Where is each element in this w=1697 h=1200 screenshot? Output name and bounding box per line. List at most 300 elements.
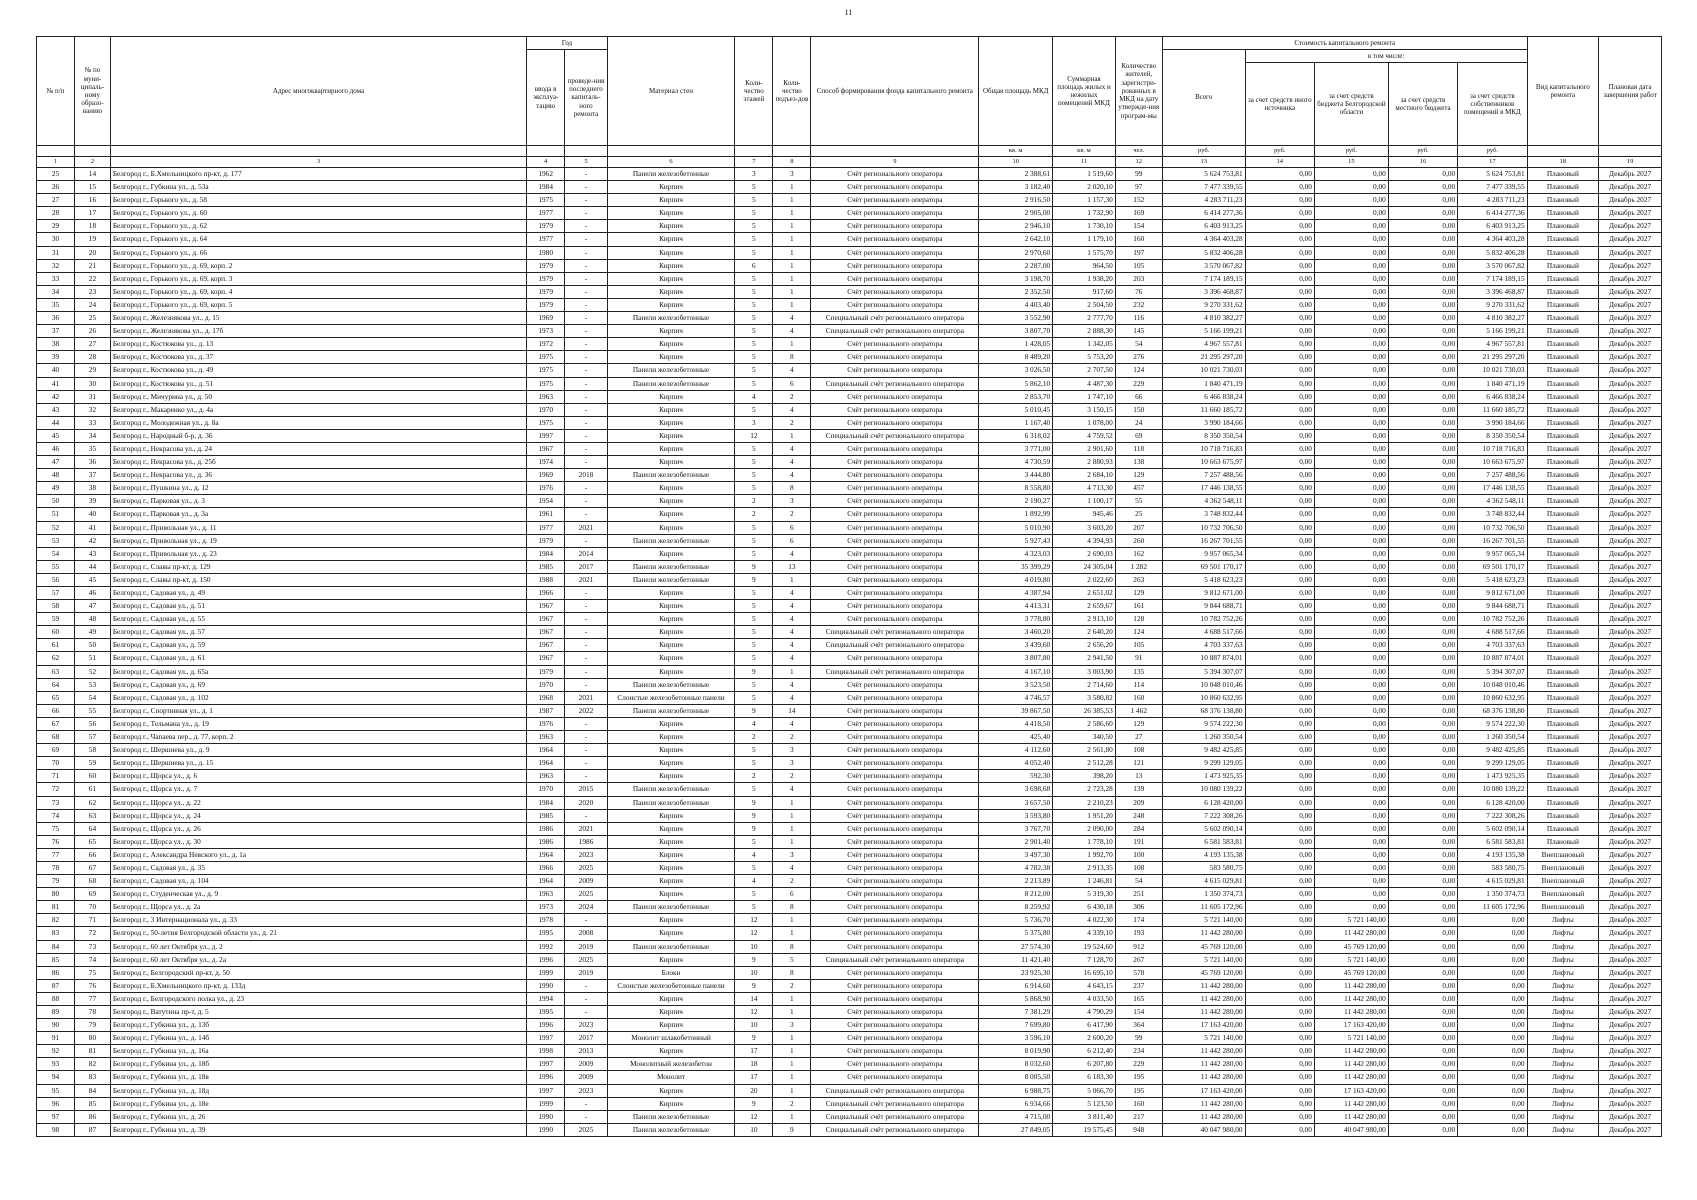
- cell-local-budget: 0,00: [1388, 940, 1457, 953]
- cell-regional-budget: 45 769 120,00: [1314, 966, 1388, 979]
- cell-year-last-repair: -: [565, 259, 608, 272]
- cell-entrances: 3: [773, 1019, 811, 1032]
- cell-year-last-repair: 2021: [565, 521, 608, 534]
- cell-premises-area: 4 022,30: [1053, 914, 1116, 927]
- cell-other-source: 0,00: [1245, 1110, 1314, 1123]
- table-row: [37, 835, 1662, 848]
- cell-wall-material: Кирпич: [607, 992, 735, 1005]
- cell-address: Белгород г., Садовая ул., д. 104: [110, 875, 526, 888]
- table-row: [37, 495, 1662, 508]
- cell-address: Белгород г., Парковая ул., д. 3а: [110, 508, 526, 521]
- cell-year-last-repair: -: [565, 403, 608, 416]
- cell-local-budget: 0,00: [1388, 927, 1457, 940]
- cell-row-number: 69: [37, 744, 75, 757]
- cell-year-commission: 1967: [527, 652, 565, 665]
- table-row: [37, 1006, 1662, 1019]
- cell-planned-date: Декабрь 2027: [1599, 992, 1662, 1005]
- cell-planned-date: Декабрь 2027: [1599, 298, 1662, 311]
- cell-row-number: 97: [37, 1110, 75, 1123]
- cell-local-budget: 0,00: [1388, 1084, 1457, 1097]
- cell-wall-material: Кирпич: [607, 822, 735, 835]
- cell-floors: 5: [735, 652, 773, 665]
- cell-other-source: 0,00: [1245, 1071, 1314, 1084]
- cell-year-commission: 1977: [527, 233, 565, 246]
- cell-row-number: 86: [37, 966, 75, 979]
- cell-year-last-repair: -: [565, 377, 608, 390]
- cell-municipal-number: 20: [75, 246, 111, 259]
- cell-premises-area: 2 020,10: [1053, 181, 1116, 194]
- cell-total-area: 5 010,90: [979, 521, 1053, 534]
- cell-total-area: 4 418,50: [979, 717, 1053, 730]
- cell-residents: 912: [1115, 940, 1162, 953]
- cell-owners-funds: 0,00: [1458, 1110, 1527, 1123]
- cell-year-commission: 1969: [527, 469, 565, 482]
- cell-owners-funds: 9 299 129,05: [1458, 757, 1527, 770]
- cell-repair-type: Лифты: [1527, 940, 1599, 953]
- cell-entrances: 4: [773, 547, 811, 560]
- cell-repair-type: Плановый: [1527, 573, 1599, 586]
- cell-repair-type: Плановый: [1527, 312, 1599, 325]
- cell-floors: 6: [735, 259, 773, 272]
- unit-cell: [1527, 146, 1599, 157]
- cell-row-number: 54: [37, 547, 75, 560]
- cell-cost-total: 7 477 339,55: [1162, 181, 1245, 194]
- unit-cell: руб.: [1388, 146, 1457, 157]
- cell-address: Белгород г., Славы пр-кт, д. 129: [110, 560, 526, 573]
- cell-other-source: 0,00: [1245, 1058, 1314, 1071]
- cell-municipal-number: 24: [75, 298, 111, 311]
- cell-regional-budget: 5 721 140,00: [1314, 914, 1388, 927]
- cell-year-commission: 1969: [527, 312, 565, 325]
- cell-local-budget: 0,00: [1388, 416, 1457, 429]
- cell-premises-area: 26 385,53: [1053, 704, 1116, 717]
- cell-premises-area: 1 078,00: [1053, 416, 1116, 429]
- cell-wall-material: Панели железобетонные: [607, 940, 735, 953]
- cell-repair-type: Плановый: [1527, 809, 1599, 822]
- table-row: [37, 848, 1662, 861]
- cell-premises-area: 2 659,67: [1053, 600, 1116, 613]
- cell-entrances: 1: [773, 665, 811, 678]
- cell-cost-total: 9 482 425,85: [1162, 744, 1245, 757]
- header-floors: Коли-чество этажей: [735, 37, 773, 146]
- cell-other-source: 0,00: [1245, 587, 1314, 600]
- cell-year-last-repair: -: [565, 678, 608, 691]
- cell-residents: 578: [1115, 966, 1162, 979]
- table-body: [37, 168, 1662, 1137]
- cell-cost-total: 4 810 382,27: [1162, 312, 1245, 325]
- cell-address: Белгород г., Щорса ул., д. 7: [110, 783, 526, 796]
- cell-other-source: 0,00: [1245, 835, 1314, 848]
- cell-floors: 9: [735, 1032, 773, 1045]
- cell-wall-material: Панели железобетонные: [607, 312, 735, 325]
- cell-address: Белгород г., Щорса ул., д. 30: [110, 835, 526, 848]
- cell-repair-type: Лифты: [1527, 1084, 1599, 1097]
- cell-owners-funds: 9 844 688,71: [1458, 600, 1527, 613]
- cell-year-commission: 1975: [527, 416, 565, 429]
- cell-fund-method: Счёт регионального оператора: [811, 338, 979, 351]
- cell-owners-funds: 4 810 382,27: [1458, 312, 1527, 325]
- cell-owners-funds: 0,00: [1458, 1058, 1527, 1071]
- cell-year-last-repair: 2017: [565, 560, 608, 573]
- cell-other-source: 0,00: [1245, 1123, 1314, 1136]
- cell-municipal-number: 60: [75, 770, 111, 783]
- cell-local-budget: 0,00: [1388, 312, 1457, 325]
- cell-premises-area: 6 430,18: [1053, 901, 1116, 914]
- cell-local-budget: 0,00: [1388, 1032, 1457, 1045]
- cell-year-last-repair: 2009: [565, 1058, 608, 1071]
- cell-municipal-number: 84: [75, 1084, 111, 1097]
- cell-address: Белгород г., Щорса ул., д. 24: [110, 809, 526, 822]
- cell-cost-total: 5 832 406,28: [1162, 246, 1245, 259]
- cell-cost-total: 5 721 140,00: [1162, 1032, 1245, 1045]
- cell-floors: 12: [735, 927, 773, 940]
- cell-municipal-number: 29: [75, 364, 111, 377]
- cell-entrances: 1: [773, 1058, 811, 1071]
- cell-municipal-number: 40: [75, 508, 111, 521]
- cell-year-last-repair: 2023: [565, 1084, 608, 1097]
- cell-local-budget: 0,00: [1388, 325, 1457, 338]
- table-row: [37, 469, 1662, 482]
- cell-fund-method: Счёт регионального оператора: [811, 534, 979, 547]
- cell-entrances: 8: [773, 940, 811, 953]
- cell-entrances: 3: [773, 848, 811, 861]
- cell-local-budget: 0,00: [1388, 495, 1457, 508]
- cell-other-source: 0,00: [1245, 442, 1314, 455]
- cell-premises-area: 3 603,20: [1053, 521, 1116, 534]
- cell-owners-funds: 1 473 925,35: [1458, 770, 1527, 783]
- cell-residents: 169: [1115, 207, 1162, 220]
- header-municipal-number: № по муни-ципаль-ному образо-ванию: [75, 37, 111, 146]
- cell-year-commission: 1997: [527, 429, 565, 442]
- cell-year-commission: 1990: [527, 1110, 565, 1123]
- column-number: 2: [75, 157, 111, 168]
- cell-row-number: 32: [37, 259, 75, 272]
- cell-premises-area: 2 512,28: [1053, 757, 1116, 770]
- cell-row-number: 53: [37, 534, 75, 547]
- table-row: [37, 338, 1662, 351]
- cell-residents: 162: [1115, 547, 1162, 560]
- cell-wall-material: Кирпич: [607, 744, 735, 757]
- cell-residents: 69: [1115, 429, 1162, 442]
- cell-address: Белгород г., Горького ул., д. 64: [110, 233, 526, 246]
- cell-row-number: 38: [37, 338, 75, 351]
- cell-cost-total: 6 128 420,00: [1162, 796, 1245, 809]
- cell-address: Белгород г., Б.Хмельницкого пр-кт, д. 133д: [110, 979, 526, 992]
- table-row: [37, 587, 1662, 600]
- table-row: [37, 573, 1662, 586]
- cell-total-area: 3 198,70: [979, 272, 1053, 285]
- cell-premises-area: 4 033,50: [1053, 992, 1116, 1005]
- cell-repair-type: Плановый: [1527, 194, 1599, 207]
- table-row: [37, 639, 1662, 652]
- table-row: [37, 927, 1662, 940]
- cell-premises-area: 1 992,70: [1053, 848, 1116, 861]
- cell-repair-type: Внеплановый: [1527, 888, 1599, 901]
- cell-wall-material: Кирпич: [607, 626, 735, 639]
- cell-wall-material: Кирпич: [607, 246, 735, 259]
- cell-address: Белгород г., 50-летия Белгородской области ул., д. 21: [110, 927, 526, 940]
- cell-repair-type: Плановый: [1527, 351, 1599, 364]
- cell-regional-budget: 0,00: [1314, 809, 1388, 822]
- cell-year-commission: 1980: [527, 246, 565, 259]
- table-row: [37, 194, 1662, 207]
- header-year-last-repair: проведе-ния последнего капиталь-ного ремонта: [565, 50, 608, 146]
- cell-total-area: 27 849,05: [979, 1123, 1053, 1136]
- cell-other-source: 0,00: [1245, 377, 1314, 390]
- cell-total-area: 3 182,40: [979, 181, 1053, 194]
- cell-other-source: 0,00: [1245, 403, 1314, 416]
- cell-planned-date: Декабрь 2027: [1599, 246, 1662, 259]
- cell-residents: 160: [1115, 233, 1162, 246]
- cell-row-number: 75: [37, 822, 75, 835]
- cell-year-commission: 1975: [527, 364, 565, 377]
- cell-planned-date: Декабрь 2027: [1599, 757, 1662, 770]
- cell-premises-area: 1 342,05: [1053, 338, 1116, 351]
- cell-regional-budget: 17 163 420,00: [1314, 1019, 1388, 1032]
- cell-local-budget: 0,00: [1388, 207, 1457, 220]
- cell-other-source: 0,00: [1245, 639, 1314, 652]
- cell-municipal-number: 66: [75, 848, 111, 861]
- cell-wall-material: Панели железобетонные: [607, 168, 735, 181]
- cell-row-number: 40: [37, 364, 75, 377]
- cell-owners-funds: 68 376 138,80: [1458, 704, 1527, 717]
- cell-premises-area: 2 901,60: [1053, 442, 1116, 455]
- cell-repair-type: Внеплановый: [1527, 901, 1599, 914]
- cell-floors: 5: [735, 861, 773, 874]
- cell-row-number: 37: [37, 325, 75, 338]
- cell-fund-method: Счёт регионального оператора: [811, 940, 979, 953]
- cell-regional-budget: 0,00: [1314, 364, 1388, 377]
- cell-planned-date: Декабрь 2027: [1599, 573, 1662, 586]
- cell-cost-total: 3 990 184,66: [1162, 416, 1245, 429]
- cell-cost-total: 6 403 913,25: [1162, 220, 1245, 233]
- cell-address: Белгород г., Мичурина ул., д. 50: [110, 390, 526, 403]
- cell-local-budget: 0,00: [1388, 757, 1457, 770]
- header-row-number: № п/п: [37, 37, 75, 146]
- cell-fund-method: Счёт регионального оператора: [811, 168, 979, 181]
- cell-address: Белгород г., Горького ул., д. 69, корп. 5: [110, 298, 526, 311]
- cell-total-area: 35 399,29: [979, 560, 1053, 573]
- cell-owners-funds: 3 748 832,44: [1458, 508, 1527, 521]
- cell-year-commission: 1977: [527, 207, 565, 220]
- cell-total-area: 7 381,29: [979, 1006, 1053, 1019]
- cell-year-last-repair: -: [565, 233, 608, 246]
- cell-cost-total: 1 350 374,73: [1162, 888, 1245, 901]
- cell-cost-total: 4 967 557,81: [1162, 338, 1245, 351]
- cell-year-commission: 1967: [527, 613, 565, 626]
- cell-address: Белгород г., Шершнева ул., д. 15: [110, 757, 526, 770]
- cell-address: Белгород г., Железнякова ул., д. 17б: [110, 325, 526, 338]
- cell-municipal-number: 33: [75, 416, 111, 429]
- cell-total-area: 3 807,80: [979, 652, 1053, 665]
- cell-year-commission: 1979: [527, 665, 565, 678]
- cell-other-source: 0,00: [1245, 272, 1314, 285]
- cell-total-area: 5 010,45: [979, 403, 1053, 416]
- cell-total-area: 1 892,99: [979, 508, 1053, 521]
- cell-row-number: 95: [37, 1084, 75, 1097]
- cell-year-last-repair: -: [565, 665, 608, 678]
- cell-fund-method: Специальный счёт регионального оператора: [811, 1097, 979, 1110]
- cell-row-number: 52: [37, 521, 75, 534]
- cell-floors: 5: [735, 233, 773, 246]
- cell-total-area: 3 444,80: [979, 469, 1053, 482]
- cell-floors: 5: [735, 534, 773, 547]
- cell-municipal-number: 73: [75, 940, 111, 953]
- column-number: 17: [1458, 157, 1527, 168]
- column-number: 9: [811, 157, 979, 168]
- cell-premises-area: 19 524,60: [1053, 940, 1116, 953]
- cell-total-area: 4 052,40: [979, 757, 1053, 770]
- cell-municipal-number: 31: [75, 390, 111, 403]
- cell-wall-material: Кирпич: [607, 875, 735, 888]
- cell-residents: 135: [1115, 665, 1162, 678]
- cell-other-source: 0,00: [1245, 966, 1314, 979]
- cell-cost-total: 11 442 280,00: [1162, 1006, 1245, 1019]
- cell-floors: 4: [735, 848, 773, 861]
- cell-entrances: 2: [773, 875, 811, 888]
- cell-other-source: 0,00: [1245, 534, 1314, 547]
- cell-owners-funds: 69 501 170,17: [1458, 560, 1527, 573]
- cell-year-commission: 1975: [527, 351, 565, 364]
- header-entrances: Коли-чество подъез-дов: [773, 37, 811, 146]
- cell-fund-method: Счёт регионального оператора: [811, 717, 979, 730]
- cell-planned-date: Декабрь 2027: [1599, 403, 1662, 416]
- cell-premises-area: 2 600,20: [1053, 1032, 1116, 1045]
- cell-cost-total: 10 732 706,50: [1162, 521, 1245, 534]
- cell-year-last-repair: 2020: [565, 796, 608, 809]
- cell-row-number: 91: [37, 1032, 75, 1045]
- cell-local-budget: 0,00: [1388, 298, 1457, 311]
- column-number: 7: [735, 157, 773, 168]
- cell-local-budget: 0,00: [1388, 744, 1457, 757]
- cell-year-commission: 1964: [527, 848, 565, 861]
- cell-row-number: 27: [37, 194, 75, 207]
- cell-planned-date: Декабрь 2027: [1599, 678, 1662, 691]
- cell-year-last-repair: -: [565, 992, 608, 1005]
- cell-regional-budget: 11 442 280,00: [1314, 992, 1388, 1005]
- cell-repair-type: Плановый: [1527, 613, 1599, 626]
- cell-other-source: 0,00: [1245, 613, 1314, 626]
- cell-address: Белгород г., Чапаева пер., д. 77, корп. 2: [110, 731, 526, 744]
- cell-floors: 2: [735, 508, 773, 521]
- cell-regional-budget: 0,00: [1314, 429, 1388, 442]
- cell-regional-budget: 0,00: [1314, 181, 1388, 194]
- cell-floors: 5: [735, 901, 773, 914]
- column-number: 4: [527, 157, 565, 168]
- cell-row-number: 82: [37, 914, 75, 927]
- cell-cost-total: 10 782 752,26: [1162, 613, 1245, 626]
- cell-local-budget: 0,00: [1388, 861, 1457, 874]
- capital-repair-table: [36, 36, 1662, 1137]
- cell-residents: 152: [1115, 194, 1162, 207]
- cell-entrances: 4: [773, 652, 811, 665]
- cell-address: Белгород г., Ватутина пр-т, д. 5: [110, 1006, 526, 1019]
- cell-municipal-number: 53: [75, 678, 111, 691]
- cell-owners-funds: 1 260 350,54: [1458, 731, 1527, 744]
- cell-total-area: 5 927,43: [979, 534, 1053, 547]
- cell-residents: 108: [1115, 861, 1162, 874]
- header-premises-area: Суммарная площадь жилых и нежилых помещений МКД: [1053, 37, 1116, 146]
- cell-row-number: 49: [37, 482, 75, 495]
- cell-year-last-repair: 2023: [565, 848, 608, 861]
- cell-premises-area: 2 561,80: [1053, 744, 1116, 757]
- cell-regional-budget: 0,00: [1314, 534, 1388, 547]
- cell-year-commission: 1992: [527, 940, 565, 953]
- cell-premises-area: 4 339,10: [1053, 927, 1116, 940]
- cell-address: Белгород г., Горького ул., д. 69, корп. 3: [110, 272, 526, 285]
- cell-local-budget: 0,00: [1388, 979, 1457, 992]
- cell-municipal-number: 87: [75, 1123, 111, 1136]
- cell-entrances: 1: [773, 992, 811, 1005]
- cell-fund-method: Счёт регионального оператора: [811, 744, 979, 757]
- cell-premises-area: 2 656,20: [1053, 639, 1116, 652]
- cell-year-commission: 1964: [527, 875, 565, 888]
- cell-fund-method: Счёт регионального оператора: [811, 888, 979, 901]
- cell-cost-total: 1 260 350,54: [1162, 731, 1245, 744]
- cell-year-last-repair: -: [565, 220, 608, 233]
- cell-premises-area: 6 183,30: [1053, 1071, 1116, 1084]
- cell-regional-budget: 0,00: [1314, 613, 1388, 626]
- cell-cost-total: 16 267 701,55: [1162, 534, 1245, 547]
- cell-entrances: 2: [773, 1097, 811, 1110]
- cell-other-source: 0,00: [1245, 1019, 1314, 1032]
- cell-row-number: 98: [37, 1123, 75, 1136]
- table-row: [37, 207, 1662, 220]
- cell-address: Белгород г., 60 лет Октября ул., д. 2: [110, 940, 526, 953]
- cell-other-source: 0,00: [1245, 979, 1314, 992]
- cell-municipal-number: 30: [75, 377, 111, 390]
- cell-floors: 3: [735, 168, 773, 181]
- cell-entrances: 1: [773, 338, 811, 351]
- cell-planned-date: Декабрь 2027: [1599, 1032, 1662, 1045]
- cell-row-number: 83: [37, 927, 75, 940]
- cell-cost-total: 11 442 280,00: [1162, 1110, 1245, 1123]
- cell-other-source: 0,00: [1245, 888, 1314, 901]
- cell-fund-method: Счёт регионального оператора: [811, 796, 979, 809]
- table-row: [37, 534, 1662, 547]
- cell-floors: 5: [735, 403, 773, 416]
- cell-year-commission: 1963: [527, 888, 565, 901]
- cell-premises-area: 1 246,81: [1053, 875, 1116, 888]
- cell-floors: 3: [735, 416, 773, 429]
- cell-entrances: 4: [773, 783, 811, 796]
- cell-fund-method: Счёт регионального оператора: [811, 731, 979, 744]
- header-address: Адрес многоквартирного дома: [110, 37, 526, 146]
- document-table-wrapper: [36, 36, 1662, 1137]
- table-row: [37, 888, 1662, 901]
- cell-floors: 5: [735, 521, 773, 534]
- cell-floors: 5: [735, 547, 773, 560]
- cell-entrances: 6: [773, 521, 811, 534]
- cell-premises-area: 1 938,20: [1053, 272, 1116, 285]
- cell-year-last-repair: 2021: [565, 822, 608, 835]
- cell-regional-budget: 0,00: [1314, 770, 1388, 783]
- cell-row-number: 60: [37, 626, 75, 639]
- cell-planned-date: Декабрь 2027: [1599, 312, 1662, 325]
- cell-row-number: 51: [37, 508, 75, 521]
- cell-planned-date: Декабрь 2027: [1599, 508, 1662, 521]
- cell-owners-funds: 0,00: [1458, 953, 1527, 966]
- cell-wall-material: Кирпич: [607, 613, 735, 626]
- cell-cost-total: 4 615 029,81: [1162, 875, 1245, 888]
- table-row: [37, 940, 1662, 953]
- cell-owners-funds: 21 295 297,20: [1458, 351, 1527, 364]
- cell-repair-type: Плановый: [1527, 783, 1599, 796]
- cell-premises-area: 2 880,93: [1053, 456, 1116, 469]
- cell-regional-budget: 0,00: [1314, 901, 1388, 914]
- cell-local-budget: 0,00: [1388, 1123, 1457, 1136]
- cell-owners-funds: 0,00: [1458, 992, 1527, 1005]
